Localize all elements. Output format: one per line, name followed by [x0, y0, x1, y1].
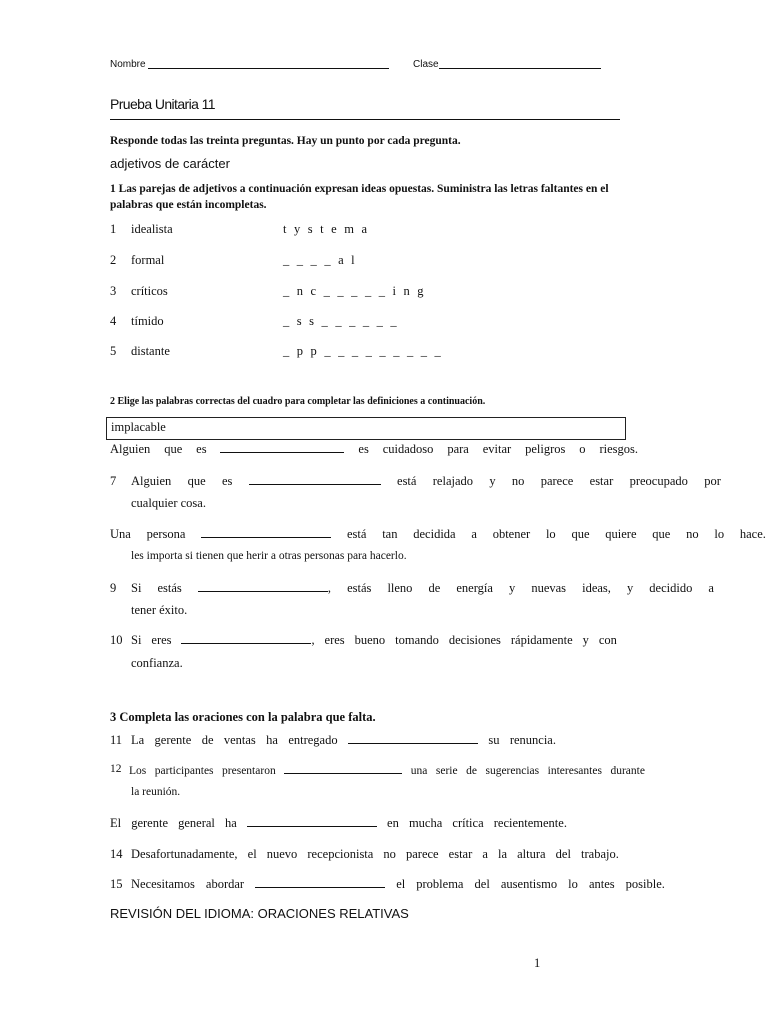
word: serie [435, 765, 458, 777]
word: es [196, 442, 207, 456]
word: , [327, 581, 331, 595]
word: nuevo [266, 847, 298, 861]
word: de [466, 765, 477, 777]
question-9 [131, 581, 714, 596]
word: estar [589, 474, 614, 488]
word: estás [347, 581, 372, 595]
answer-blank[interactable] [284, 763, 402, 774]
word: no [686, 527, 699, 541]
word: ventas [223, 733, 256, 747]
section2-heading: 2 Elige las palabras correctas del cuadro para completar las definiciones a continuación. [110, 396, 486, 407]
word: eres [151, 633, 172, 647]
word: gerente [131, 816, 168, 830]
item-number: 4 [110, 314, 117, 328]
word: o [579, 442, 586, 456]
word: de [201, 733, 214, 747]
word: peligros [525, 442, 566, 456]
section1-heading-line2: palabras que están incompletas. [110, 199, 267, 211]
word: preocupado [629, 474, 688, 488]
word: tomando [395, 633, 439, 647]
word: el [396, 877, 406, 891]
word: riesgos. [599, 442, 638, 456]
item-word: tímido [131, 314, 164, 328]
word: cuidadoso [382, 442, 434, 456]
word: nuevas [531, 581, 567, 595]
word: a [482, 847, 488, 861]
word: Si [131, 633, 142, 647]
word: y [582, 633, 589, 647]
word: a [471, 527, 477, 541]
word: renuncia. [509, 733, 556, 747]
word: altura [517, 847, 546, 861]
answer-blank[interactable] [348, 733, 478, 744]
word: a [708, 581, 714, 595]
question-11 [131, 733, 556, 748]
item-number: 1 [110, 222, 117, 236]
question-14 [131, 847, 619, 862]
question-12-line2: la reunión. [131, 786, 181, 798]
word: lleno [387, 581, 413, 595]
word: estás [157, 581, 182, 595]
question-13 [110, 816, 567, 831]
word: no [383, 847, 396, 861]
question-8-line2: les importa si tienen que herir a otras personas para hacerlo. [131, 550, 407, 562]
word: durante [610, 765, 645, 777]
word: gerente [154, 733, 192, 747]
word: que [164, 442, 183, 456]
question-number: 15 [110, 877, 123, 891]
word: está [397, 474, 417, 488]
item-answer[interactable]: t y s t e m a [283, 222, 370, 236]
word: mucha [408, 816, 443, 830]
word: parece [405, 847, 439, 861]
word: y [489, 474, 496, 488]
item-word: formal [131, 253, 165, 267]
word: relajado [432, 474, 474, 488]
word: la [498, 847, 508, 861]
word: por [704, 474, 721, 488]
item-answer[interactable]: _ n c _ _ _ _ _ i n g [283, 284, 426, 298]
page-number: 1 [534, 956, 541, 970]
word: recepcionista [307, 847, 374, 861]
word: persona [146, 527, 186, 541]
question-number: 14 [110, 847, 123, 861]
name-field-line[interactable] [148, 68, 389, 69]
word: ha [266, 733, 278, 747]
word: Desafortunadamente, [131, 847, 238, 861]
word: tan [382, 527, 398, 541]
word: del [555, 847, 571, 861]
word: Alguien [131, 474, 172, 488]
word: quiere [605, 527, 637, 541]
question-number: 12 [110, 763, 122, 775]
word: sugerencias [485, 765, 540, 777]
question-number: 11 [110, 733, 123, 747]
word-box-item: implacable [111, 420, 166, 434]
answer-blank[interactable] [201, 527, 331, 538]
word: parece [540, 474, 574, 488]
answer-group [198, 581, 331, 596]
word: entregado [288, 733, 338, 747]
word: eres [324, 633, 345, 647]
answer-blank[interactable] [220, 442, 344, 453]
item-answer[interactable]: _ p p _ _ _ _ _ _ _ _ _ [283, 344, 443, 358]
word: Si [131, 581, 142, 595]
word: rápidamente [510, 633, 573, 647]
word: de [428, 581, 441, 595]
item-word: idealista [131, 222, 173, 236]
word: presentaron [222, 765, 276, 777]
item-number: 2 [110, 253, 117, 267]
word: posible. [625, 877, 665, 891]
word: es [358, 442, 369, 456]
question-15 [131, 877, 665, 892]
title-divider [110, 119, 620, 120]
word: trabajo. [581, 847, 619, 861]
word: El [110, 816, 122, 830]
question-10 [131, 633, 617, 648]
word: ideas, [582, 581, 611, 595]
word: para [447, 442, 469, 456]
word: hace. [739, 527, 766, 541]
question-number: 9 [110, 581, 117, 595]
word: La [131, 733, 145, 747]
name-label: Nombre [110, 59, 146, 70]
instructions: Responde todas las treinta preguntas. Hay un punto por cada pregunta. [110, 135, 461, 147]
word: es [221, 474, 233, 488]
word: antes [588, 877, 615, 891]
language-review-heading: REVISIÓN DEL IDIOMA: ORACIONES RELATIVAS [110, 906, 409, 921]
item-answer[interactable]: _ _ _ _ a l [283, 253, 357, 267]
word: y [626, 581, 634, 595]
word: Los [129, 765, 147, 777]
question-number: 10 [110, 633, 123, 647]
word: evitar [482, 442, 512, 456]
word: problema [416, 877, 464, 891]
word: lo [545, 527, 556, 541]
word: Una [110, 527, 131, 541]
word: está [347, 527, 367, 541]
answer-group [181, 633, 314, 648]
word: con [598, 633, 617, 647]
word: no [511, 474, 525, 488]
word: estar [448, 847, 473, 861]
question-12 [129, 763, 645, 777]
word: una [410, 765, 428, 777]
class-field-line[interactable] [439, 68, 601, 69]
word: , [311, 633, 315, 647]
word: Alguien [110, 442, 151, 456]
item-word: críticos [131, 284, 168, 298]
word-box [106, 417, 626, 440]
word: abordar [205, 877, 245, 891]
word: lo [568, 877, 578, 891]
item-number: 3 [110, 284, 117, 298]
word: decidido [649, 581, 693, 595]
answer-blank[interactable] [247, 816, 377, 827]
word: decidida [413, 527, 456, 541]
question-10-line2: confianza. [131, 656, 183, 670]
word: recientemente. [493, 816, 567, 830]
section1-heading-line1: 1 Las parejas de adjetivos a continuación expresan ideas opuestas. Suministra las letras faltantes en el [110, 183, 609, 195]
question-8 [110, 527, 766, 542]
word: crítica [452, 816, 484, 830]
section-topic: adjetivos de carácter [110, 156, 230, 171]
word: decisiones [448, 633, 501, 647]
answer-blank[interactable] [249, 474, 381, 485]
word: el [247, 847, 257, 861]
word: que [571, 527, 590, 541]
word: su [488, 733, 500, 747]
word: interesantes [547, 765, 602, 777]
question-6 [110, 442, 638, 457]
word: participantes [154, 765, 214, 777]
answer-blank[interactable] [198, 581, 328, 592]
item-answer[interactable]: _ s s _ _ _ _ _ _ [283, 314, 399, 328]
word: en [387, 816, 399, 830]
word: general [178, 816, 215, 830]
question-number: 7 [110, 474, 117, 488]
word: ausentismo [500, 877, 558, 891]
word: obtener [492, 527, 531, 541]
page-title: Prueba Unitaria 11 [110, 96, 215, 112]
word: que [652, 527, 671, 541]
word: energía [456, 581, 493, 595]
item-number: 5 [110, 344, 117, 358]
word: Necesitamos [131, 877, 195, 891]
section3-heading: 3 Completa las oraciones con la palabra que falta. [110, 710, 376, 724]
word: lo [714, 527, 725, 541]
word: que [187, 474, 206, 488]
answer-blank[interactable] [255, 877, 385, 888]
answer-blank[interactable] [181, 633, 311, 644]
question-9-line2: tener éxito. [131, 603, 188, 617]
word: y [509, 581, 516, 595]
word: bueno [354, 633, 386, 647]
item-word: distante [131, 344, 170, 358]
word: ha [225, 816, 237, 830]
question-7-line2: cualquier cosa. [131, 496, 206, 510]
word: del [474, 877, 490, 891]
class-label: Clase [413, 59, 439, 70]
question-7 [131, 474, 721, 489]
